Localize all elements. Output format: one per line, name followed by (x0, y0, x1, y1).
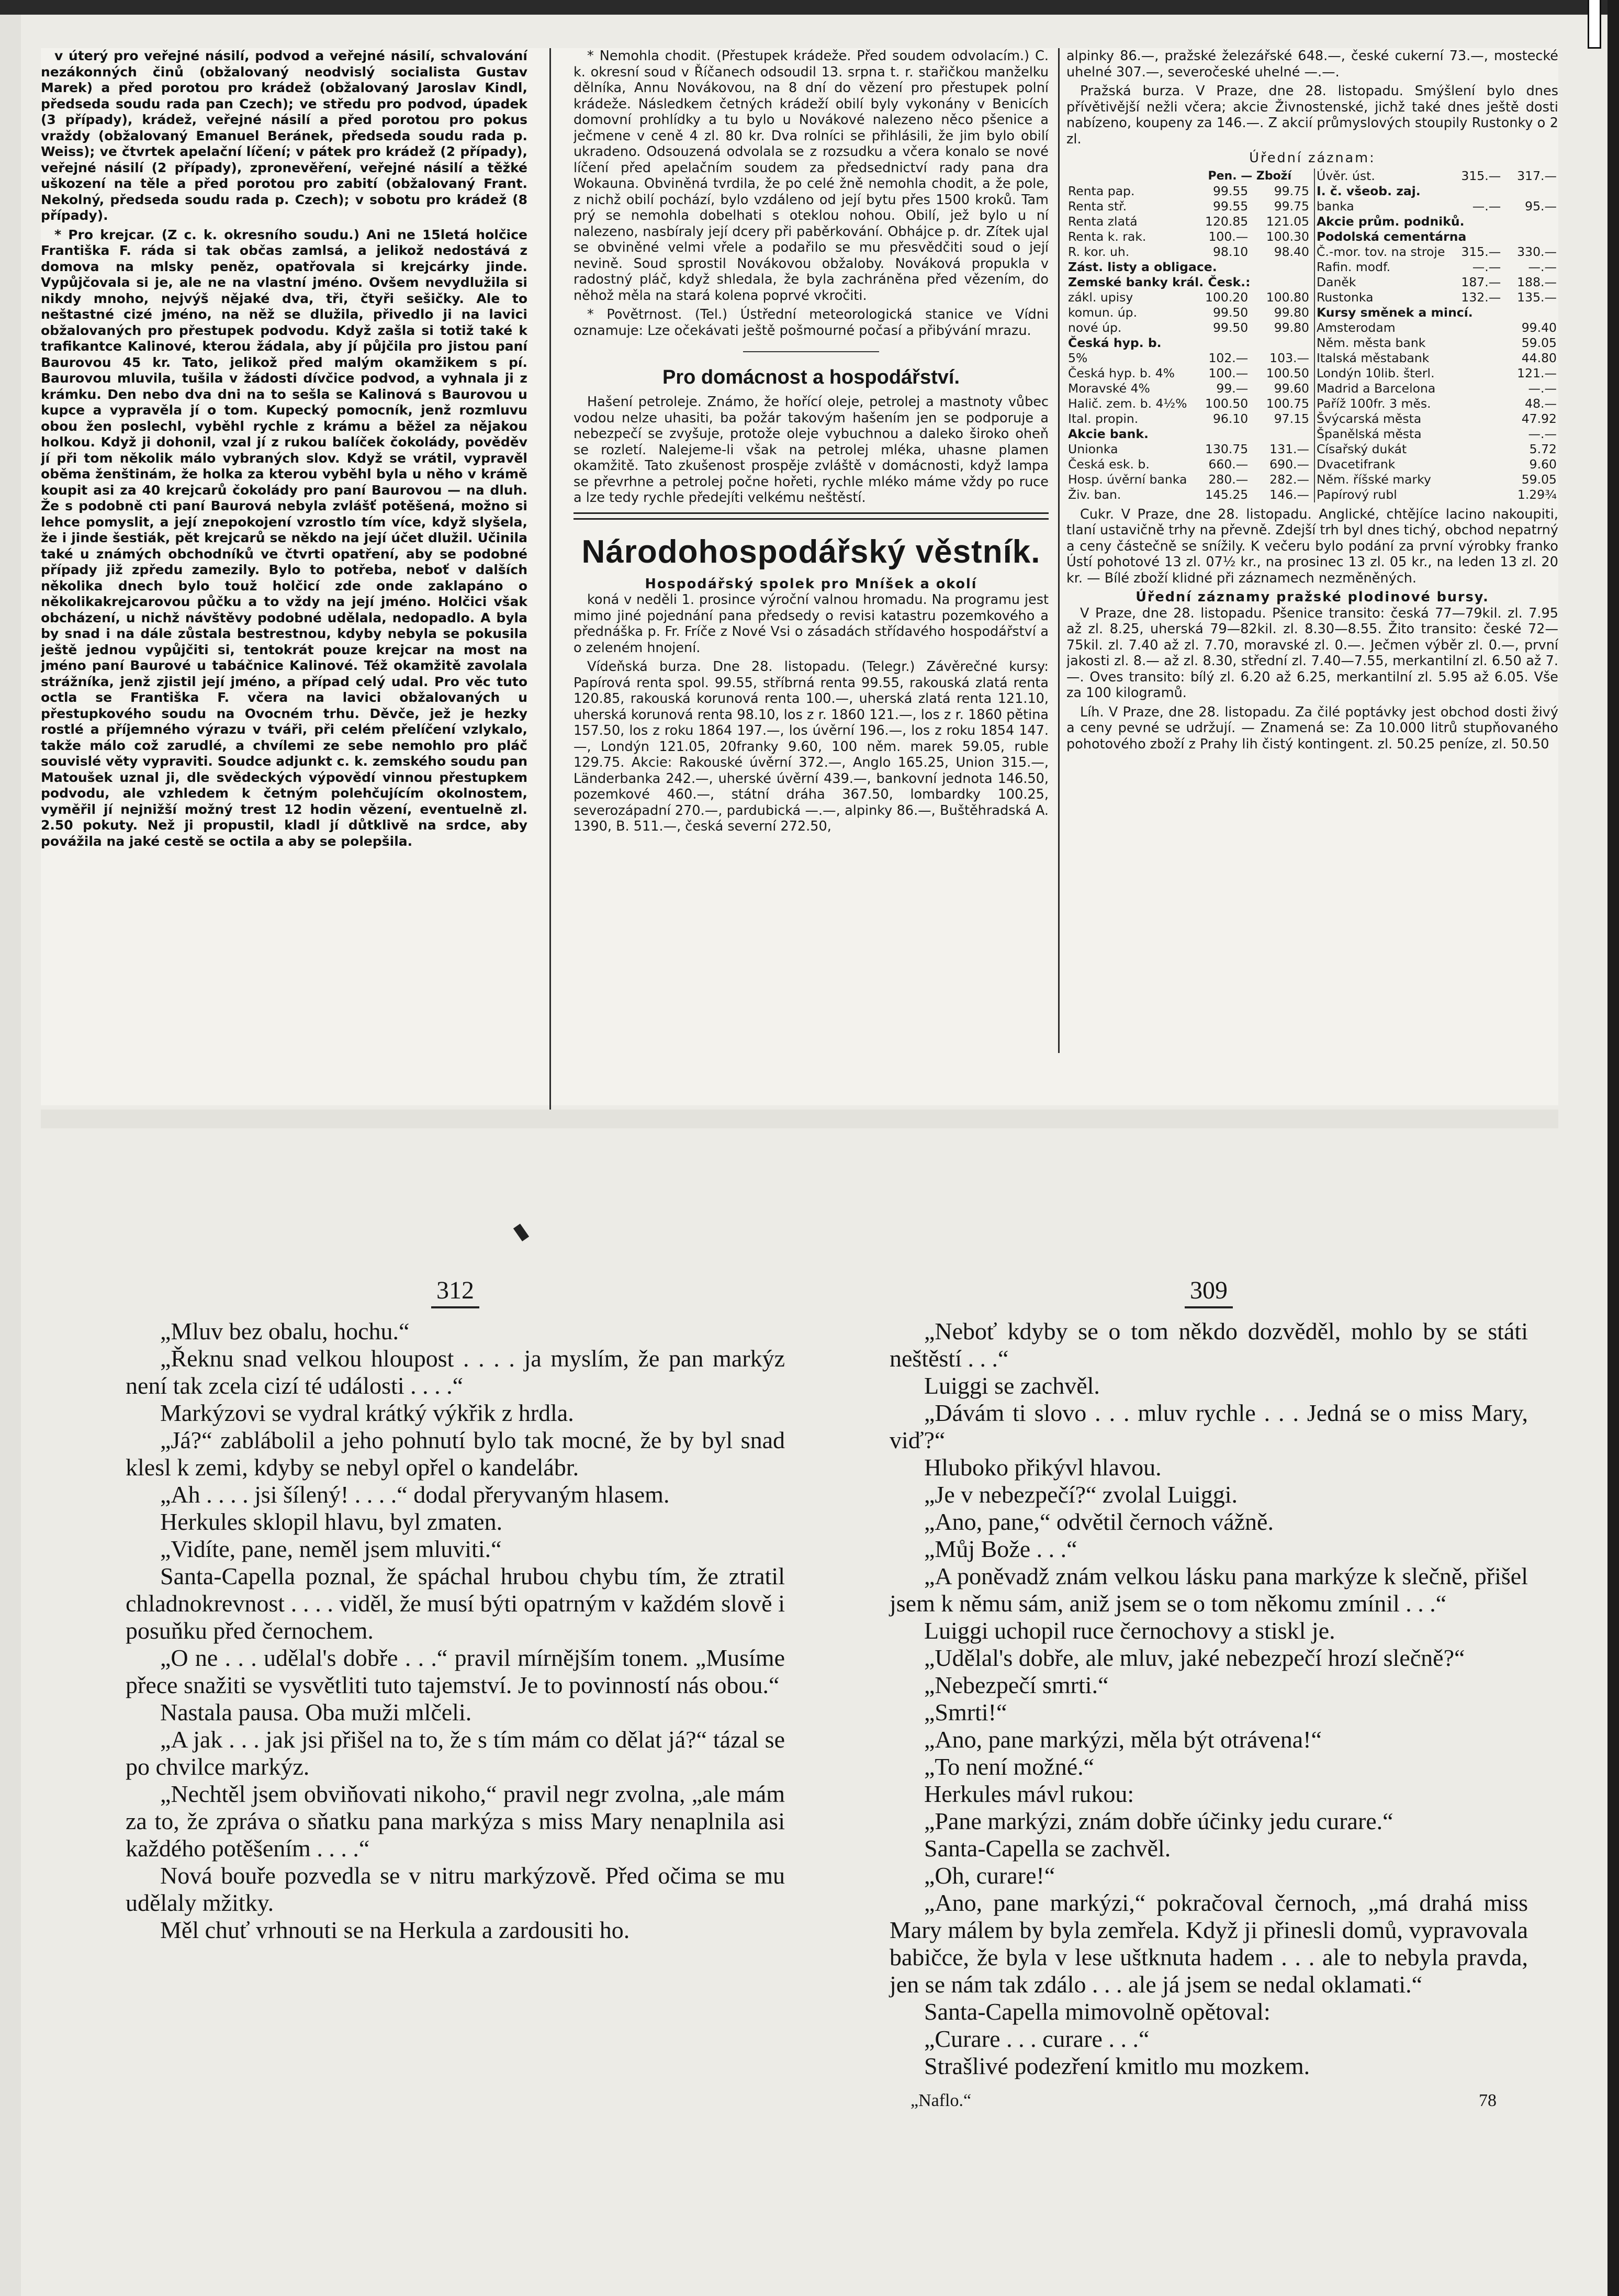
table-cell-value: 99.55 (1212, 183, 1249, 198)
table-cell-name: Renta pap. (1068, 183, 1135, 198)
table-cell-value: 96.10 (1212, 411, 1249, 426)
table-cell-name: Papírový rubl (1317, 487, 1397, 502)
table-cell-value: 100.— (1208, 365, 1249, 380)
table-cell-value: 99.80 (1274, 305, 1309, 320)
column-divider (549, 48, 551, 1121)
book-paragraph: Nastala pausa. Oba muži mlčeli. (160, 1699, 472, 1726)
table-cell-name: komun. úp. (1068, 305, 1138, 320)
table-cell-name: zákl. upisy (1068, 289, 1133, 305)
scan-right-edge (1607, 0, 1619, 2296)
table-cell-value: —.— (1528, 380, 1557, 396)
table-cell-value: 121.— (1517, 365, 1557, 380)
table-cell-name: Halič. zem. b. 4½% (1068, 396, 1187, 411)
book-paragraph: Herkules sklopil hlavu, byl zmaten. (160, 1508, 503, 1535)
book-paragraph: „Ah . . . . jsi šílený! . . . .“ dodal přeryvaným hlasem. (160, 1481, 670, 1508)
table-row (1066, 487, 1311, 502)
table-cell-name: Zást. listy a obligace. (1068, 259, 1217, 274)
table-row (1314, 244, 1558, 260)
table-cell-value: 5.72 (1529, 441, 1557, 456)
book-left-text (126, 1318, 785, 1944)
table-cell-value: 317.— (1517, 168, 1557, 183)
table-cell-value: 120.85 (1205, 214, 1249, 229)
table-cell-value: 188.— (1517, 274, 1557, 289)
table-cell-name: Č.-mor. tov. na stroje (1317, 244, 1445, 259)
table-row (1066, 335, 1311, 351)
plodiny-article: V Praze, dne 28. listopadu. Pšenice transito: česká 77—79kil. zl. 7.95 až zl. 8.25, uherská 79—82kil. zl. 8.30—8.55. Žito transito: české 72—75kil. zl. 7.40 až zl. 7.70, moravské zl. 0.—. Ječmen výběr zl. 0.—, první jakosti zl. 8.— až zl. 8.30, střední zl. 7.40—7.55, merkantilní zl. 6.50 až 7.—. Oves transito: bílý zl. 6.20 až 6.25, merkantilní zl. 5.95 až 6.05. Vše za 100 kilogramů. (1066, 605, 1558, 701)
exchange-table-left (1066, 169, 1311, 502)
scan-left-margin (0, 15, 21, 2296)
table-cell-value (1446, 411, 1502, 427)
table-row (1066, 351, 1311, 366)
table-cell-name: Akcie prům. podniků. (1317, 214, 1465, 229)
news-column-2 (574, 48, 1049, 1100)
table-cell-value: 99.75 (1274, 198, 1309, 214)
book-paragraph: „O ne . . . udělal's dobře . . .“ pravil mírnějším tonem. „Musíme přece snažiti se vysvětliti tuto tajemství. Je to povinností nás obou.“ (126, 1644, 785, 1698)
table-row (1066, 396, 1311, 411)
table-cell-name: Ital. propin. (1068, 411, 1139, 426)
table-row (1066, 184, 1311, 199)
book-paragraph: „Je v nebezpečí?“ zvolal Luiggi. (924, 1481, 1238, 1508)
table-row (1314, 487, 1558, 502)
vestnik-heading: Národohospodářský věstník. (581, 533, 1041, 570)
urad-zaznam-label: Úřední záznam: (1249, 150, 1376, 166)
table-cell-name: nové úp. (1068, 320, 1122, 335)
table-cell-name: Švýcarská města (1317, 411, 1422, 426)
table-cell-value: —.— (1528, 426, 1557, 441)
table-cell-value: 99.75 (1274, 183, 1309, 198)
table-cell-value: 130.75 (1205, 441, 1249, 456)
table-cell-name: Něm. říšské marky (1317, 472, 1431, 487)
table-cell-value: 1.29¾ (1517, 487, 1557, 502)
book-paragraph: „Můj Bože . . .“ (924, 1536, 1077, 1562)
table-cell-value: 99.50 (1212, 305, 1249, 320)
book-paragraph: „Ano, pane markýzi,“ pokračoval černoch, „má drahá miss Mary málem by byla zemřela. Když ji přinesli domů, vypravovala babičce, že byla v lese uštknuta hadem . . . ale to nebyla pravda, jen se nám tak zdálo . . . ale já jsem se nedal oklamati.“ (890, 1889, 1528, 1998)
exchange-table-right (1314, 169, 1558, 502)
book-paragraph: „Smrti!“ (924, 1699, 1007, 1726)
table-cell-value: 330.— (1517, 244, 1557, 259)
table-row (1314, 214, 1558, 229)
table-cell-name: Italská městabank (1317, 350, 1430, 365)
table-row (1314, 396, 1558, 411)
book-page-right (890, 1277, 1528, 2114)
book-paragraph: „A poněvadž znám velkou lásku pana markýze k slečně, přišel jsem k němu sám, aniž jsem se o tom někomu zmínil . . .“ (890, 1563, 1528, 1617)
table-cell-name: Daněk (1317, 274, 1356, 289)
table-cell-name: Madrid a Barcelona (1317, 380, 1436, 396)
domacnost-heading: Pro domácnost a hospodářství. (662, 366, 960, 388)
table-cell-value (1446, 457, 1502, 472)
table-cell-name: Renta zlatá (1068, 214, 1138, 229)
table-cell-value: 100.30 (1266, 229, 1309, 244)
table-cell-value (1446, 366, 1502, 381)
paper-bleed-strip (41, 1110, 1558, 1128)
book-paragraph: „Oh, curare!“ (924, 1862, 1055, 1889)
page-number-left: 312 (126, 1277, 785, 1308)
table-cell-name: Česká hyp. b. 4% (1068, 365, 1175, 380)
table-cell-value: 103.— (1269, 350, 1309, 365)
plodiny-heading: Úřední záznamy pražské plodinové bursy. (1135, 589, 1489, 605)
table-cell-name: Amsterodam (1317, 320, 1396, 335)
book-paragraph: Luiggi uchopil ruce černochovy a stiskl je. (924, 1617, 1335, 1644)
table-cell-value: 121.05 (1266, 214, 1309, 229)
table-cell-value: 99.— (1216, 380, 1249, 396)
table-cell-value: 100.50 (1266, 365, 1309, 380)
table-row (1066, 305, 1311, 320)
table-cell-name: Rustonka (1317, 289, 1374, 305)
book-paragraph: „Vidíte, pane, neměl jsem mluviti.“ (160, 1536, 502, 1562)
book-paragraph: „Udělal's dobře, ale mluv, jaké nebezpečí hrozí slečně?“ (924, 1644, 1465, 1671)
table-cell-value: 145.25 (1205, 487, 1249, 502)
table-cell-value: 9.60 (1529, 456, 1557, 472)
table-cell-name: Česká hyp. b. (1068, 335, 1162, 350)
table-cell-name: Renta stř. (1068, 198, 1127, 214)
table-cell-value (1446, 442, 1502, 457)
table-cell-value (1446, 472, 1502, 487)
table-cell-name: Hosp. úvěrní banka (1068, 472, 1187, 487)
table-cell-name: Paříž 100fr. 3 měs. (1317, 396, 1431, 411)
table-row (1314, 305, 1558, 320)
book-paragraph: Nová bouře pozvedla se v nitru markýzově. Před očima se mu udělaly mžitky. (126, 1862, 785, 1916)
table-cell-name: Unionka (1068, 441, 1118, 456)
table-row (1066, 244, 1311, 260)
table-row (1066, 275, 1311, 290)
table-cell-name: 5% (1068, 350, 1088, 365)
table-row (1314, 229, 1558, 244)
table-cell-name: Renta k. rak. (1068, 229, 1146, 244)
table-row (1066, 411, 1311, 427)
table-row (1066, 381, 1311, 396)
book-paragraph: „A jak . . . jak jsi přišel na to, že s tím mám co dělat já?“ tázal se po chvilce markýz. (126, 1726, 785, 1780)
table-cell-value: 100.20 (1205, 289, 1249, 305)
table-cell-name: Císařský dukát (1317, 441, 1407, 456)
book-paragraph: Luiggi se zachvěl. (924, 1372, 1100, 1399)
book-paragraph: „Já?“ zablábolil a jeho pohnutí bylo tak mocné, že by byl snad klesl k zemi, kdyby se nebyl opřel o kandelábr. (126, 1427, 785, 1481)
book-paragraph: „Curare . . . curare . . .“ (924, 2025, 1150, 2052)
table-row (1066, 260, 1311, 275)
table-cell-value: 187.— (1461, 274, 1501, 289)
table-cell-value: 280.— (1208, 472, 1249, 487)
table-row (1066, 457, 1311, 472)
exchange-tables (1066, 166, 1558, 507)
table-cell-value: 690.— (1269, 456, 1309, 472)
table-cell-value: 100.75 (1266, 396, 1309, 411)
table-cell-name: Něm. města bank (1317, 335, 1426, 350)
section-divider (743, 351, 879, 352)
table-cell-value (1446, 396, 1502, 411)
book-paragraph: Měl chuť vrhnouti se na Herkula a zardousiti ho. (160, 1917, 630, 1943)
table-row (1066, 442, 1311, 457)
table-cell-value (1446, 320, 1502, 335)
table-row (1314, 199, 1558, 214)
table-cell-value: 146.— (1269, 487, 1309, 502)
column-divider (1058, 48, 1060, 1053)
table-cell-value (1446, 335, 1502, 351)
table-cell-value: 48.— (1525, 396, 1557, 411)
table-row (1314, 335, 1558, 351)
book-paragraph: „Řeknu snad velkou hloupost . . . . ja myslím, že pan markýz není tak zcela cizí té události . . . .“ (126, 1345, 785, 1399)
table-cell-name: R. kor. uh. (1068, 244, 1130, 259)
table-cell-value: 98.10 (1212, 244, 1249, 259)
pro-krejcar-article: * Pro krejcar. (Z c. k. okresního soudu.) Ani ne 15letá holčice Františka F. ráda si tak občas zamlsá, a jelikož nedostává z domova na mlsky peněz, opatřovala si krejcárky jinde. Vypůjčovala si je, ale ne na vlastní jméno. Ovšem nevydlužila si nikdy mnoho, nejvýš nějaké dva, tři, čtyři sešičky. Ale to neštastné cizé jméno, na něž se dlužila, přivedlo ji na lavici obžalovaných pro přestupek podvodu. Když zašla si totiž také k trafikantce Kalinové, kterou žádala, aby jí půjčila pro jistou paní Baurovou 45 kr. Tato, jelikož před malým okamžikem s pí. Baurovou mluvila, tušila v žádosti dívčice podvod, a vyhnala ji z krámku. Den nebo dva dni na to sešla se Kalinová s Baurovou u kupce a vypravěla jí o tom. Kupecký pomocník, jenž rozmluvu obou žen poslechl, vyběhl rychle z krámu a běžel za nějakou holkou. Když ji dohonil, vzal jí z rukou balíček čokolády, pověděv jí při tom několik málo vybraných slov. Když se vrátil, vypravěl oběma ženštinám, že holka za kterou vyběhl byla u něho v krámě koupit asi za 40 krejcarů čokolády pro paní Baurovou — na dluh. Že s podobně cti paní Baurová nebyla zvlášť potěšená, možno si lehce pomyslit, a její znepokojení vzrostlo tím více, když slyšela, že i jinde šestiák, pět krejcarů se někdo na její účet dlužil. Učinila také u známých obchodníků ve čtvrti opatření, aby se podobné případy již zpředu zamezily. Bylo to potřeba, neboť v dalších několika dnech bylo touž holčicí zde onde zaklapáno o několikakrejcarovou půčku a to vždy na její jméno. Holčici však obcházení, u nichž návštěvy podobné udělala, nedopadlo. A byla by snad i na dále zůstala bestrestnou, kdyby nebyla se pokusila ještě jednou vypůjčiti si, tentokrát pouze krejcar na most na jméno paní Baurové u tabáčnice Kalinové. Též okamžitě zavolala strážníka, jenž zjistil její jméno, a případ celý udal. Pro věc tuto octla se Františka F. včera na lavici obžalovaných u přestupkového soudu na Ovocném trhu. Děvče, jež je hezky rostlé a příjemného výrazu v tváři, při celém přelíčení vzlykalo, takže málo což zarudlé, a chvílemi ze sebe nemohlo pro pláč souvislé věty vypraviti. Soudce adjunkt c. k. zemského soudu pan Matoušek uznal ji, dle svědeckých výpovědí vinnou přestupkem podvodu, ale vzhledem k četným polehčujícím okolnostem, vyměřil jí nejnižší možný trest 12 hodin vězení, eventuelně zl. 2.50 pokuty. Než ji propustil, kladl jí důtklivě na srdce, aby povážila na jaké cestě se octila a aby se polepšila. (41, 227, 527, 849)
table-row (1066, 472, 1311, 487)
book-paragraph: Santa-Capella mimovolně opětoval: (924, 1998, 1271, 2025)
table-cell-value: 131.— (1269, 441, 1309, 456)
table-cell-value: 100.80 (1266, 289, 1309, 305)
book-paragraph: Hluboko přikývl hlavou. (924, 1454, 1162, 1481)
signature-mark: „Naflo.“ (910, 2091, 972, 2110)
book-paragraph: Santa-Capella poznal, že spáchal hrubou chybu tím, že ztratil chladnokrevnost . . . . viděl, že musí býti opatrným v každém slově i posuňku před černochem. (126, 1563, 785, 1644)
table-row (1066, 320, 1311, 335)
lih-article: Líh. V Praze, dne 28. listopadu. Za čilé poptávky jest obchod dosti živý a ceny pevné se udržují. — Znamená se: Za 10.000 litrů stupňovaného pohotového zboží z Prahy lih čistý kontingent. zl. 50.25 peníze, zl. 50.50 (1066, 704, 1558, 752)
book-paragraph: Herkules mávl rukou: (924, 1780, 1134, 1807)
table-cell-value: —.— (1472, 198, 1501, 214)
table-row (1314, 366, 1558, 381)
table-row (1066, 214, 1311, 229)
book-paragraph: „Neboť kdyby se o tom někdo dozvěděl, mohlo by se státi neštěstí . . .“ (890, 1318, 1528, 1372)
table-header: Pen. — Zboží (1208, 169, 1292, 183)
table-cell-value: 59.05 (1521, 335, 1557, 350)
table-cell-value: —.— (1528, 259, 1557, 274)
book-paragraph: „Nebezpečí smrti.“ (924, 1672, 1109, 1698)
table-cell-value: 98.40 (1274, 244, 1309, 259)
table-cell-value: 99.55 (1212, 198, 1249, 214)
book-paragraph: „Mluv bez obalu, hochu.“ (160, 1318, 410, 1345)
table-cell-value: 660.— (1208, 456, 1249, 472)
table-row (1314, 411, 1558, 427)
scan-corner-mark (1588, 0, 1601, 49)
hospodarsky-spolek-article: koná v neděli 1. prosince výroční valnou hromadu. Na programu jest mimo jiné pojednání pana předsedy o revisi katastru pozemkového a přednáška p. Fr. Fríče z Nové Vsi o zásadách střídavého hospodářství a o zeleném hnojení. (574, 592, 1049, 656)
table-row (1314, 472, 1558, 487)
book-right-footer (890, 2087, 1528, 2114)
cukr-article: Cukr. V Praze, dne 28. listopadu. Anglické, chtějíce lacino nakoupiti, tlaní ustavičně trhy na převně. Zdejší trh byl dnes tichý, obchod nepatrný a ceny částečně se snížily. K večeru bylo podání za první výrobky franko Ústí pohotové 13 zl. 07½ kr., na prosinec 13 zl. 05 kr., na leden 13 zl. 20 kr. — Bílé zboží klidné při záznamech nezměněných. (1066, 506, 1558, 586)
book-right-text (890, 1318, 1528, 2080)
table-cell-value (1446, 351, 1502, 366)
table-cell-name: Španělská města (1317, 426, 1422, 441)
table-cell-value: 97.15 (1274, 411, 1309, 426)
newspaper-clipping (41, 48, 1558, 1105)
table-cell-value: 99.50 (1212, 320, 1249, 335)
table-row (1314, 427, 1558, 442)
prazska-burza-article: Pražská burza. V Praze, dne 28. listopadu. Smýšlení bylo dnes přívětivější nežli včera; akcie Živnostenské, jichž také dnes ještě dosti nabízeno, koupeny za 146.—. Z akcií průmyslových stoupily Rustonky o 2 zl. (1066, 83, 1558, 147)
table-cell-value: 315.— (1461, 244, 1501, 259)
table-cell-value: 95.— (1525, 198, 1557, 214)
table-row (1314, 351, 1558, 366)
table-row (1066, 290, 1311, 305)
table-cell-value (1446, 427, 1502, 442)
book-paragraph: „Ano, pane,“ odvětil černoch vážně. (924, 1508, 1274, 1535)
akcie-continuation: alpinky 86.—, pražské železářské 648.—, české cukerní 73.—, mostecké uhelné 307.—, severočeské uhelné —.—. (1066, 48, 1558, 80)
hasení-petroleje-article: Hašení petroleje. Známo, že hořící oleje, petrolej a mastnoty vůbec vodou nelze uhasiti, ba požár takovým hašením jen se podporuje a nebezpečí se zvyšuje, protože oleje vybuchnou a daleko široko oheň se rozletí. Nalejeme-li však na petrolej mléka, uhasne plamen okamžitě. Tato zkušenost prospěje zvláště v domácnosti, když lampa se převrhne a petrolej počne hořeti, rychle mléko máme vždy po ruce a lze tedy rychle předejíti velkému neštěstí. (574, 394, 1049, 506)
table-row (1066, 427, 1311, 442)
table-cell-value (1446, 487, 1502, 502)
nemohla-chodit-article: * Nemohla chodit. (Přestupek krádeže. Před soudem odvolacím.) C. k. okresní soud v Říčanech odsoudil 13. srpna t. r. stařičkou manželku dělníka, Annu Novákovou, na 8 dní do vězení pro přestupek polní krádeže. Následkem četných krádeží obilí byly vykonány v Benicích domovní prohlídky a tu bylo u Novákové nalezeno něco pšenice a ječmene v ceně 4 zl. 80 kr. Dva rolníci se přihlásili, že jim bylo obilí ukradeno. Odsouzená odvolala se z rozsudku a včera konalo se nové líčení před apelačním soudem za předsednictví rady pana dra Wokauna. Obviněná tvrdila, že po celé žně nemohla chodit, a že pole, z nichž obilí pochází, bylo vzdáleno od její bytu přes 1500 kroků. Tam prý se nemohla dobelhati s oteklou nohou. Obilí, jež bylo u ní nalezeno, nasbíraly její dcery při paběrkování. Obhájce p. dr. Zítek ujal se obviněné velmi vřele a podařilo se mu přesvědčiti soud o její nevině. Soud sprostil Novákovou obžaloby. Nováková propukla v radostný pláč, když shledala, že byla zachráněna před vězením, do něhož měla na stará kolena poprvé vkročiti. (574, 48, 1049, 304)
book-paragraph: „Dávám ti slovo . . . mluv rychle . . . Jedná se o miss Mary, viď?“ (890, 1399, 1528, 1453)
scan-top-edge (0, 0, 1619, 15)
court-schedule-paragraph: v úterý pro veřejné násilí, podvod a veřejné násilí, schvalování nezákonných činů (obžalovaný neodvislý socialista Gustav Marek) a před porotou pro krádež (obžalovaný Jaroslav Kindl, předseda soudu rada pan Czech); ve středu pro podvod, úpadek (3 případy), krádež, veřejné násilí a před porotou pro pokus vraždy (obžalovaný Emanuel Beránek, předseda soudu rada p. Weiss); ve čtvrtek apelační líčení; v pátek pro krádež (2 případy), veřejné násilí (2 případy), zpronevěření, veřejné násilí a těžké uškození na těle a před porotou pro zabití (obžalovaný Frant. Nekolný, předseda soudu rada p. Czech); v sobotu pro krádež (8 případy). (41, 48, 527, 223)
ink-smudge (513, 1224, 529, 1241)
table-cell-value: 282.— (1269, 472, 1309, 487)
table-cell-name: Rafin. modf. (1317, 259, 1391, 274)
table-cell-name: Úvěr. úst. (1317, 168, 1375, 183)
table-row (1314, 169, 1558, 184)
table-row (1066, 366, 1311, 381)
table-cell-value: —.— (1472, 259, 1501, 274)
table-row (1066, 229, 1311, 244)
book-paragraph: „Pane markýzi, znám dobře účinky jedu curare.“ (924, 1808, 1393, 1834)
book-paragraph: „Nechtěl jsem obviňovati nikoho,“ pravil negr zvolna, „ale mám za to, že zpráva o sňatku pana markýza s miss Mary nenaplnila asi každého potěšením . . . .“ (126, 1780, 785, 1862)
table-cell-value: 132.— (1461, 289, 1501, 305)
sheet-number: 78 (1479, 2091, 1497, 2110)
table-cell-value: 315.— (1461, 168, 1501, 183)
book-paragraph: „To není možné.“ (924, 1753, 1095, 1780)
table-row (1314, 442, 1558, 457)
book-paragraph: Santa-Capella se zachvěl. (924, 1835, 1171, 1862)
table-cell-value: 99.60 (1274, 380, 1309, 396)
table-cell-value: 100.50 (1205, 396, 1249, 411)
table-row (1314, 381, 1558, 396)
news-column-3 (1066, 48, 1558, 1100)
table-cell-name: Akcie bank. (1068, 426, 1149, 441)
table-cell-name: Moravské 4% (1068, 380, 1150, 396)
page-number-right: 309 (890, 1277, 1528, 1308)
table-row (1314, 260, 1558, 275)
book-paragraph: „Ano, pane markýzi, měla být otrávena!“ (924, 1726, 1322, 1753)
book-paragraph: Markýzovi se vydral krátký výkřik z hrdla. (160, 1399, 574, 1426)
table-cell-name: Živ. ban. (1068, 487, 1121, 502)
table-header-spacer (1066, 169, 1189, 184)
table-cell-name: I. č. všeob. zaj. (1317, 183, 1421, 198)
table-row (1314, 320, 1558, 335)
table-cell-name: Podolská cementárna (1317, 229, 1467, 244)
table-cell-value: 99.80 (1274, 320, 1309, 335)
table-row (1314, 184, 1558, 199)
table-cell-name: Londýn 10lib. šterl. (1317, 365, 1435, 380)
table-cell-name: Dvacetifrank (1317, 456, 1396, 472)
table-cell-value: 47.92 (1521, 411, 1557, 426)
section-divider-double (574, 512, 1049, 520)
table-cell-value: 44.80 (1521, 350, 1557, 365)
povetrnost-article: * Povětrnost. (Tel.) Ústřední meteorologická stanice ve Vídni oznamuje: Lze očekávati ještě pošmourné počasí a přibývání mrazu. (574, 307, 1049, 339)
table-cell-value: 135.— (1517, 289, 1557, 305)
table-cell-value: 100.— (1208, 229, 1249, 244)
table-row (1314, 457, 1558, 472)
table-row (1314, 290, 1558, 305)
videnska-burza-article: Vídeňská burza. Dne 28. listopadu. (Telegr.) Závěrečné kursy: Papírová renta spol. 99.55, stříbrná renta 99.55, rakouská zlatá renta 120.85, rakouská korunová renta 100.—, uherská zlatá renta 121.10, uherská korunová renta 98.10, los z r. 1860 121.—, los z r. 1860 pětina 157.50, los z roku 1864 197.—, los úvěrní 196.—, los z roku 1854 147.—, Londýn 121.05, 20franky 9.60, 100 něm. marek 59.05, ruble 129.75. Akcie: Rakouské úvěrní 372.—, Anglo 165.25, Union 315.—, Länderbanka 242.—, uherské úvěrní 439.—, bankovní jednota 146.50, pozemkové 460.—, státní dráha 367.50, lombardky 100.25, severozápadní 270.—, pardubická —.—, alpinky 86.—, Buštěhradská A. 1390, B. 511.—, česká severní 272.50, (574, 659, 1049, 834)
book-page-left (126, 1277, 785, 1944)
table-row (1066, 199, 1311, 214)
table-cell-value: 99.40 (1521, 320, 1557, 335)
news-column-1 (41, 48, 527, 1100)
table-cell-name: banka (1317, 198, 1354, 214)
table-cell-name: Zemské banky král. Česk.: (1068, 274, 1251, 289)
table-cell-value: 59.05 (1521, 472, 1557, 487)
table-row (1314, 275, 1558, 290)
table-cell-name: Kursy směnek a mincí. (1317, 305, 1473, 320)
book-paragraph: Strašlivé podezření kmitlo mu mozkem. (924, 2053, 1310, 2079)
table-cell-value: 102.— (1208, 350, 1249, 365)
hospodarsky-spolek-heading: Hospodářský spolek pro Mníšek a okolí (645, 576, 977, 592)
table-cell-name: Česká esk. b. (1068, 456, 1150, 472)
table-cell-value (1446, 381, 1502, 396)
